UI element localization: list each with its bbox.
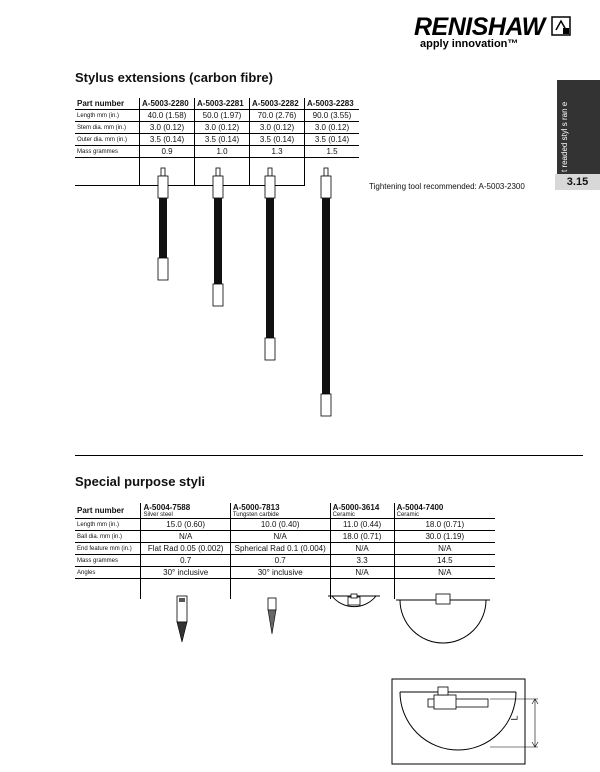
row-label: Ball dia. mm (in.) <box>75 531 141 543</box>
table-cell: 70.0 (2.76) <box>250 110 305 122</box>
special-styli-drawings <box>160 590 500 660</box>
brand-logo-text: RENISHAW <box>414 13 545 41</box>
renishaw-logo-icon <box>551 16 571 36</box>
column-part-number: A-5004-7588 <box>143 503 191 512</box>
stylus-drawing-7400 <box>396 594 490 643</box>
stylus-extension-drawings <box>140 160 360 435</box>
table-cell: 3.0 (0.12) <box>250 122 305 134</box>
table-cell: N/A <box>330 567 394 579</box>
table-cell: 3.0 (0.12) <box>305 122 360 134</box>
table-cell: 1.0 <box>195 146 250 158</box>
stylus-drawing-7813 <box>268 598 276 634</box>
table-cell: 50.0 (1.97) <box>195 110 250 122</box>
table-cell: 11.0 (0.44) <box>330 519 394 531</box>
tightening-tool-note: Tightening tool recommended: A-5003-2300 <box>369 182 525 191</box>
extension-drawing-2280 <box>158 168 168 280</box>
section-divider <box>75 455 583 456</box>
row-label: Outer dia. mm (in.) <box>75 134 140 146</box>
table-cell: 3.3 <box>330 555 394 567</box>
column-header: A-5003-2281 <box>195 98 250 110</box>
column-header <box>141 503 230 519</box>
table-cell: Flat Rad 0.05 (0.002) <box>141 543 230 555</box>
table-cell: N/A <box>141 531 230 543</box>
table-cell: 3.5 (0.14) <box>140 134 195 146</box>
table-cell: 10.0 (0.40) <box>230 519 330 531</box>
table-cell: N/A <box>394 543 495 555</box>
stylus-drawing-7588 <box>177 596 187 642</box>
table-cell: 3.5 (0.14) <box>195 134 250 146</box>
column-header <box>330 503 394 519</box>
table-cell: 0.7 <box>230 555 330 567</box>
row-label: Mass grammes <box>75 555 141 567</box>
extension-drawing-2282 <box>265 168 275 360</box>
table-cell: N/A <box>230 531 330 543</box>
part-number-header: Part number <box>75 98 140 110</box>
table-row <box>75 531 495 543</box>
table-cell: 90.0 (3.55) <box>305 110 360 122</box>
table-row <box>75 122 359 134</box>
special-purpose-styli-table <box>75 503 495 599</box>
table-header-row <box>75 98 359 110</box>
table-cell: 30° inclusive <box>141 567 230 579</box>
row-label: Mass grammes <box>75 146 140 158</box>
table-cell: 0.9 <box>140 146 195 158</box>
table-cell: 1.5 <box>305 146 360 158</box>
table-cell: 14.5 <box>394 555 495 567</box>
side-tab-label: t readed styl s ran e <box>560 101 569 172</box>
extension-drawing-2283 <box>321 168 331 416</box>
table-cell: 3.5 (0.14) <box>250 134 305 146</box>
table-row <box>75 146 359 158</box>
column-part-number: A-5000-7813 <box>232 503 280 512</box>
table-cell: 3.0 (0.12) <box>140 122 195 134</box>
table-row <box>75 134 359 146</box>
section-title-special-purpose-styli: Special purpose styli <box>75 474 206 489</box>
table-cell: Spherical Rad 0.1 (0.004) <box>230 543 330 555</box>
table-row <box>75 110 359 122</box>
column-header: A-5003-2280 <box>140 98 195 110</box>
table-header-row <box>75 503 495 519</box>
table-row <box>75 519 495 531</box>
table-cell: 1.3 <box>250 146 305 158</box>
table-row <box>75 567 495 579</box>
extension-drawing-2281 <box>213 168 223 306</box>
column-part-number: A-5004-7400 <box>396 503 444 512</box>
column-material: Ceramic <box>396 512 419 518</box>
section-title-stylus-extensions: Stylus extensions (carbon fibre) <box>75 70 273 85</box>
column-header <box>230 503 330 519</box>
table-cell: 3.5 (0.14) <box>305 134 360 146</box>
table-cell: N/A <box>330 543 394 555</box>
dimension-label: L <box>509 715 520 721</box>
column-material: Tungsten carbide <box>232 512 279 518</box>
table-cell: 3.0 (0.12) <box>195 122 250 134</box>
table-cell: 30° inclusive <box>230 567 330 579</box>
part-number-header: Part number <box>77 506 125 515</box>
table-cell: 18.0 (0.71) <box>330 531 394 543</box>
row-label: Length mm (in.) <box>75 110 140 122</box>
table-row <box>75 555 495 567</box>
column-material: Ceramic <box>332 512 355 518</box>
page-number: 3.15 <box>555 174 600 190</box>
table-cell: 30.0 (1.19) <box>394 531 495 543</box>
table-cell: N/A <box>394 567 495 579</box>
row-label: End feature mm (in.) <box>75 543 141 555</box>
row-label: Stem dia. mm (in.) <box>75 122 140 134</box>
row-label: Length mm (in.) <box>75 519 141 531</box>
brand-tagline: apply innovation™ <box>420 38 519 50</box>
stylus-drawing-3614 <box>328 594 380 607</box>
column-header: A-5003-2283 <box>305 98 360 110</box>
dimension-diagram <box>390 677 560 767</box>
table-cell: 18.0 (0.71) <box>394 519 495 531</box>
row-label: Angles <box>75 567 141 579</box>
table-cell: 0.7 <box>141 555 230 567</box>
column-header: A-5003-2282 <box>250 98 305 110</box>
table-cell: 15.0 (0.60) <box>141 519 230 531</box>
column-material: Silver steel <box>143 512 173 518</box>
table-row <box>75 543 495 555</box>
table-cell: 40.0 (1.58) <box>140 110 195 122</box>
column-part-number: A-5000-3614 <box>332 503 380 512</box>
column-header <box>394 503 495 519</box>
